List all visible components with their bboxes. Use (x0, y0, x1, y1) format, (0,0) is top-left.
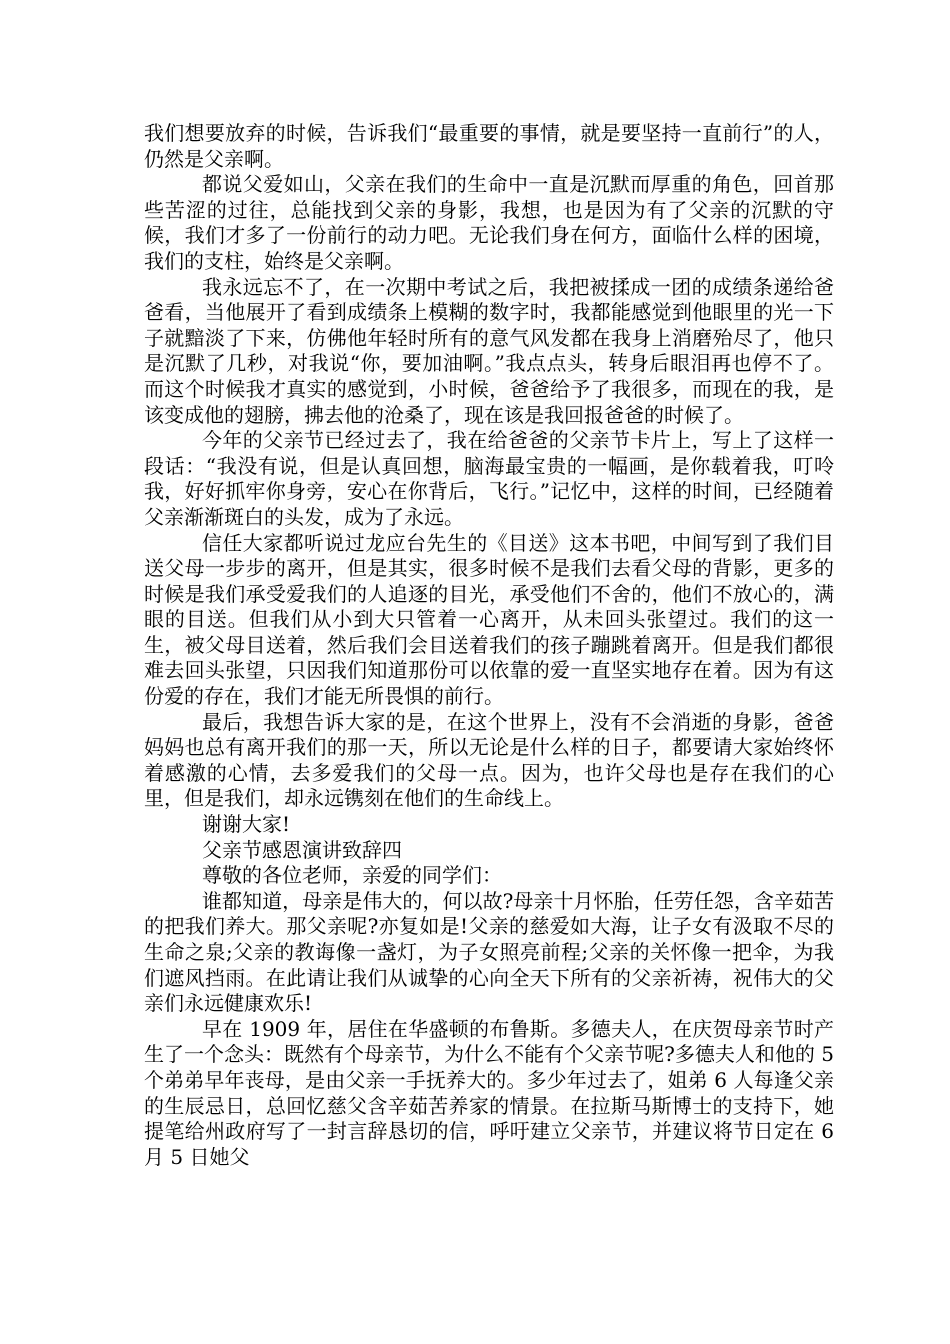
paragraph: 今年的父亲节已经过去了，我在给爸爸的父亲节卡片上，写上了这样一段话：“我没有说，但是认真回想，脑海最宝贵的一幅画，是你载着我，叮呤我，好好抓牢你身旁，安心在你背后，飞行。”记忆中，这样的时间，已经随着父亲渐渐斑白的头发，成为了永远。 (144, 428, 834, 529)
section-heading: 父亲节感恩演讲致辞四 (202, 837, 402, 862)
paragraph: 我永远忘不了，在一次期中考试之后，我把被揉成一团的成绩条递给爸爸看，当他展开了看到成绩条上模糊的数字时，我都能感觉到他眼里的光一下子就黯淡了下来，仿佛他年轻时所有的意气风发都在我身上消磨殆尽了，他只是沉默了几秒，对我说“你，要加油啊。”我点点头，转身后眼泪再也停不了。而这个时候我才真实的感觉到，小时候，爸爸给予了我很多，而现在的我，是该变成他的翅膀，拂去他的沧桑了，现在该是我回报爸爸的时候了。 (144, 274, 834, 427)
document-body (144, 121, 834, 1170)
paragraph: 谁都知道，母亲是伟大的，何以故?母亲十月怀胎，任劳任怨，含辛茹苦的把我们养大。那父亲呢?亦复如是!父亲的慈爱如大海，让子女有汲取不尽的生命之泉;父亲的教诲像一盏灯，为子女照亮前程;父亲的关怀像一把伞，为我们遮风挡雨。在此请让我们从诚挚的心向全天下所有的父亲祈祷，祝伟大的父亲们永远健康欢乐! (144, 888, 834, 1016)
paragraph: 最后，我想告诉大家的是，在这个世界上，没有不会消逝的身影，爸爸妈妈也总有离开我们的那一天，所以无论是什么样的日子，都要请大家始终怀着感激的心情，去多爱我们的父母一点。因为，也许父母也是存在我们的心里，但是我们，却永远镌刻在他们的生命线上。 (144, 709, 834, 811)
paragraph: 我们想要放弃的时候，告诉我们“最重要的事情，就是要坚持一直前行”的人，仍然是父亲啊。 (144, 121, 834, 171)
paragraph: 都说父爱如山，父亲在我们的生命中一直是沉默而厚重的角色，回首那些苦涩的过往，总能找到父亲的身影，我想，也是因为有了父亲的沉默的守候，我们才多了一份前行的动力吧。无论我们身在何方，面临什么样的困境，我们的支柱，始终是父亲啊。 (144, 172, 834, 273)
paragraph: 信任大家都听说过龙应台先生的《目送》这本书吧，中间写到了我们目送父母一步步的离开，但是其实，很多时候不是我们去看父母的背影，更多的时候是我们承受爱我们的人追逐的目光，承受他们不舍的，他们不放心的，满眼的目送。但我们从小到大只管着一心离开，从未回头张望过。我们的这一生，被父母目送着，然后我们会目送着我们的孩子蹦跳着离开。但是我们都很难去回头张望，只因我们知道那份可以依靠的爱一直坚实地存在着。因为有这份爱的存在，我们才能无所畏惧的前行。 (144, 530, 834, 709)
closing-line: 谢谢大家! (202, 812, 291, 837)
paragraph: 早在 1909 年，居住在华盛顿的布鲁斯。多德夫人，在庆贺母亲节时产生了一个念头：既然有个母亲节，为什么不能有个父亲节呢?多德夫人和他的 5 个弟弟早年丧母，是由父亲一手抚养大的。多少年过去了，姐弟 6 人每逢父亲的生辰忌日，总回忆慈父含辛茹苦养家的情景。在拉斯马斯博士的支持下，她提笔给州政府写了一封言辞恳切的信，呼吁建立父亲节，并建议将节日定在 6 月 5 日她父 (144, 1016, 834, 1169)
salutation: 尊敬的各位老师，亲爱的同学们： (202, 863, 502, 888)
